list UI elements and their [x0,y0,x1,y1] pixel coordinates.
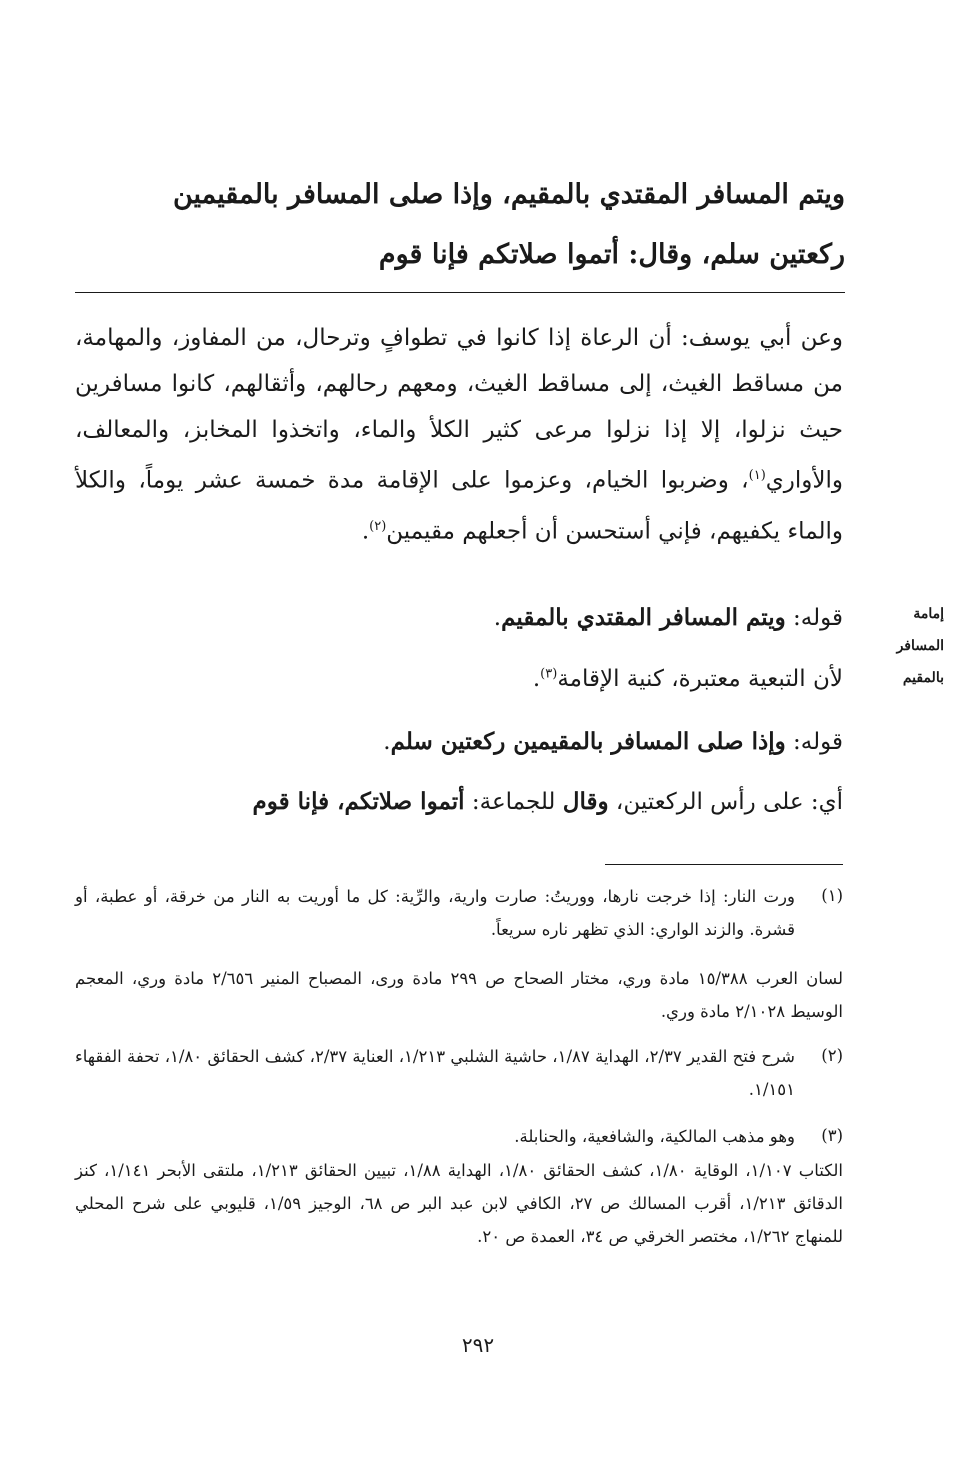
sharh-text-4a: أي: على رأس الركعتين، [615,789,843,815]
paragraph-end: . [361,518,370,545]
sharh-line-4 [253,788,843,815]
side-note-line-1: إمامة [913,606,944,622]
paragraph-text-a: وعن أبي يوسف: أن الرعاة إذا كانوا في تطوافٍ وترحال، من المفاوز، والمهامة، من مساقط الغيث، إلى مساقط الغيث، ومعهم رحالهم، وأثقالهم، كانوا مسافرين حيث نزلوا، إلا إذا نزلوا مرعى كثير الكلأ والماء، واتخذوا المخابز، والمعالف، والأواري [75,325,843,494]
footnote-ref-1: (١) [748,468,766,483]
matn-line-2: ركعتين سلم، وقال: أتموا صلاتكم فإنا قوم [378,239,845,270]
sharh-text-4b: وقال [562,788,609,815]
footnote-3-number: (٣) [821,1126,843,1145]
footnote-2-text: شرح فتح القدير ٢/٣٧، الهداية ١/٨٧، حاشية الشلبي ١/٢١٣، العناية ٢/٣٧، كشف الحقائق ١/٨٠، تحفة الفقهاء ١/١٥١. [75,1047,795,1099]
footnote-1-sources: لسان العرب ١٥/٣٨٨ مادة وري، مختار الصحاح ص ٢٩٩ مادة ورى، المصباح المنير ٢/٦٥٦ مادة وري، المعجم الوسيط ٢/١٠٢٨ مادة وري. [75,969,843,1021]
side-note-line-2: المسافر [896,638,944,654]
paragraph-text-b: ، وضربوا الخيام، وعزموا على الإقامة مدة خمسة عشر يوماً، والكلأ والماء يكفيهم، فإني أستحسن أن أجعلهم مقيمين [75,467,843,545]
footnote-3-sources: الكتاب ١/١٠٧، الوقاية ١/٨٠، كشف الحقائق ١/٨٠، الهداية ١/٨٨، تبيين الحقائق ١/٢١٣، ملتقى الأبحر ١/١٤١، كنز الدقائق ١/٢١٣، أقرب المسالك ص ٢٧، الكافي لابن عبد البر ص ٦٨، الوجيز ١/٥٩، قليوبي على شرح المحلي للمنهاج ١/٢٦٢، مختصر الخرقي ص ٣٤، العمدة ص ٢٠. [75,1161,844,1246]
sharh-line-2 [533,666,843,692]
footnote-ref-2: (٢) [369,518,387,534]
sharh-end-3: . [383,729,391,755]
page-number: ٢٩٢ [461,1333,495,1357]
sharh-end-2: . [532,666,541,692]
matn-heading [75,165,845,285]
sharh-line-3 [383,728,843,755]
sharh-text-2: لأن التبعية معتبرة، كنية الإقامة [557,666,843,692]
side-note-line-3: بالمقيم [902,670,944,686]
sharh-quote-1: ويتم المسافر المقتدي بالمقيم [501,604,786,631]
footnote-1-number: (١) [821,886,843,905]
side-note [862,598,944,694]
footnote-divider [605,864,843,865]
sharh-text-4d: أتموا صلاتكم، فإنا قوم [252,788,465,815]
footnote-3-text: وهو مذهب المالكية، والشافعية، والحنابلة. [514,1127,795,1146]
sharh-text-4c: للجماعة: [471,789,556,815]
heading-divider [75,292,845,293]
footnote-2-number: (٢) [821,1046,843,1065]
sharh-quote-2: وإذا صلى المسافر بالمقيمين ركعتين سلم [390,728,786,755]
sharh-end-1: . [493,605,502,631]
sharh-qawluhu-2: قوله: [793,729,843,755]
footnote-1-text: ورت النار: إذا خرجت نارها، ووريتُ: صارت وارية، والرِّية: كل ما أوريت به النار من خرقة، أو عطبة، أو قشرة. والزند الواري: الذي تظهر ناره سريعاً. [75,887,795,939]
footnote-ref-3: (٣) [540,666,558,682]
main-paragraph [75,315,843,554]
sharh-qawluhu-1: قوله: [793,605,843,631]
sharh-line-1 [494,604,843,631]
matn-line-1: ويتم المسافر المقتدي بالمقيم، وإذا صلى المسافر بالمقيمين [172,179,845,210]
